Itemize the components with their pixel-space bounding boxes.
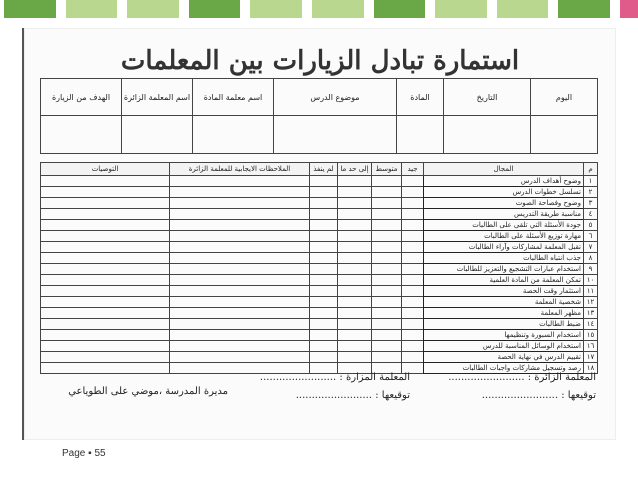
top-block — [127, 0, 179, 18]
rating-cell — [372, 242, 402, 253]
visiting-signature-line — [482, 390, 596, 401]
recommendation-cell — [41, 363, 170, 374]
table-row — [41, 319, 598, 330]
row-number: ١٨ — [584, 363, 598, 374]
rating-cell — [372, 308, 402, 319]
rating-cell — [338, 198, 372, 209]
rating-cell — [372, 198, 402, 209]
col-header-good: جيد — [402, 163, 424, 176]
table-row — [41, 231, 598, 242]
info-header: الهدف من الزيارة — [41, 79, 122, 116]
notes-cell — [170, 220, 310, 231]
top-block — [435, 0, 487, 18]
notes-cell — [170, 275, 310, 286]
row-number: ١٥ — [584, 330, 598, 341]
rating-cell — [402, 231, 424, 242]
info-cell — [397, 116, 444, 154]
row-number: ٥ — [584, 220, 598, 231]
recommendation-cell — [41, 352, 170, 363]
rating-cell — [310, 209, 338, 220]
info-header: اسم المعلمة الزائرة — [122, 79, 193, 116]
row-criterion: استخدام عبارات التشجيع والتعزيز للطالبات — [424, 264, 584, 275]
top-block — [189, 0, 241, 18]
signature-dots: ........................ — [295, 390, 373, 401]
rating-cell — [338, 220, 372, 231]
table-row — [41, 275, 598, 286]
info-cell — [41, 116, 122, 154]
rating-cell — [310, 176, 338, 187]
row-criterion: رصد وتسجيل مشاركات واجبات الطالبات — [424, 363, 584, 374]
rating-cell — [338, 330, 372, 341]
notes-cell — [170, 330, 310, 341]
table-row — [41, 297, 598, 308]
rating-cell — [310, 264, 338, 275]
rating-cell — [402, 176, 424, 187]
rating-cell — [338, 319, 372, 330]
notes-cell — [170, 242, 310, 253]
rating-cell — [338, 242, 372, 253]
table-row — [41, 341, 598, 352]
info-cell — [193, 116, 274, 154]
table-row — [41, 264, 598, 275]
top-block — [250, 0, 302, 18]
info-header: موضوع الدرس — [274, 79, 397, 116]
rating-cell — [372, 264, 402, 275]
rating-cell — [372, 253, 402, 264]
principal-name: مديرة المدرسة ،موضي على الطوياعي — [68, 386, 228, 397]
rating-cell — [402, 220, 424, 231]
top-block — [4, 0, 56, 18]
info-header: اسم معلمة المادة — [193, 79, 274, 116]
row-number: ١ — [584, 176, 598, 187]
table-row — [41, 220, 598, 231]
recommendation-cell — [41, 330, 170, 341]
row-criterion: جذب انتباه الطالبات — [424, 253, 584, 264]
rating-cell — [310, 275, 338, 286]
notes-cell — [170, 209, 310, 220]
notes-cell — [170, 308, 310, 319]
rating-cell — [338, 209, 372, 220]
col-header-medium: متوسط — [372, 163, 402, 176]
table-row — [41, 253, 598, 264]
rating-cell — [338, 275, 372, 286]
recommendation-cell — [41, 275, 170, 286]
notes-cell — [170, 341, 310, 352]
notes-cell — [170, 187, 310, 198]
rating-cell — [338, 253, 372, 264]
top-block — [558, 0, 610, 18]
col-header-somewhat: إلى حد ما — [338, 163, 372, 176]
rating-cell — [402, 253, 424, 264]
top-block — [497, 0, 549, 18]
visiting-teacher-line — [448, 372, 596, 383]
row-criterion: استثمار وقت الحصة — [424, 286, 584, 297]
notes-cell — [170, 319, 310, 330]
row-number: ٧ — [584, 242, 598, 253]
row-number: ٩ — [584, 264, 598, 275]
recommendation-cell — [41, 209, 170, 220]
row-criterion: جودة الأسئلة التي تلقى على الطالبات — [424, 220, 584, 231]
col-header-recommendations: التوصيات — [41, 163, 170, 176]
rating-cell — [338, 297, 372, 308]
rating-cell — [402, 209, 424, 220]
recommendation-cell — [41, 308, 170, 319]
row-number: ١٠ — [584, 275, 598, 286]
info-cell — [531, 116, 598, 154]
rating-cell — [402, 242, 424, 253]
rating-cell — [310, 330, 338, 341]
page-number: Page ▪ 55 — [62, 448, 106, 459]
signature-dots: ........................ — [481, 390, 559, 401]
row-criterion: تمكن المعلمة من المادة العلمية — [424, 275, 584, 286]
notes-cell — [170, 297, 310, 308]
row-criterion: استخدام السبورة وتنظيمها — [424, 330, 584, 341]
info-header: المادة — [397, 79, 444, 116]
visiting-label: المعلمة الزائرة : — [527, 372, 596, 383]
rating-cell — [372, 176, 402, 187]
rating-cell — [402, 275, 424, 286]
rating-cell — [372, 330, 402, 341]
info-header: التاريخ — [444, 79, 531, 116]
rating-cell — [372, 231, 402, 242]
table-row — [41, 209, 598, 220]
rating-cell — [338, 176, 372, 187]
row-criterion: شخصية المعلمة — [424, 297, 584, 308]
rating-cell — [372, 341, 402, 352]
recommendation-cell — [41, 187, 170, 198]
rating-cell — [338, 352, 372, 363]
row-criterion: وضوح أهداف الدرس — [424, 176, 584, 187]
row-number: ٦ — [584, 231, 598, 242]
visit-info-table — [40, 78, 598, 154]
rating-cell — [338, 308, 372, 319]
row-number: ١٤ — [584, 319, 598, 330]
recommendation-cell — [41, 176, 170, 187]
rating-cell — [372, 220, 402, 231]
rating-cell — [338, 187, 372, 198]
row-criterion: تسلسل خطوات الدرس — [424, 187, 584, 198]
recommendation-cell — [41, 286, 170, 297]
rating-cell — [310, 220, 338, 231]
rating-cell — [402, 264, 424, 275]
form-title: استمارة تبادل الزيارات بين المعلمات — [120, 46, 520, 76]
row-criterion: تقييم الدرس في نهاية الحصة — [424, 352, 584, 363]
table-row — [41, 352, 598, 363]
rating-cell — [338, 264, 372, 275]
rating-cell — [372, 319, 402, 330]
visiting-dots: ........................ — [448, 372, 525, 383]
recommendation-cell — [41, 297, 170, 308]
notes-cell — [170, 198, 310, 209]
row-number: ١٢ — [584, 297, 598, 308]
row-number: ١٦ — [584, 341, 598, 352]
visited-signature-line — [296, 390, 410, 401]
rating-cell — [372, 297, 402, 308]
visited-dots: ........................ — [259, 372, 337, 383]
rating-cell — [310, 297, 338, 308]
rating-cell — [402, 330, 424, 341]
info-header: اليوم — [531, 79, 598, 116]
notes-cell — [170, 253, 310, 264]
signature-label: توقيعها : — [375, 390, 410, 401]
notes-cell — [170, 264, 310, 275]
row-number: ١٧ — [584, 352, 598, 363]
rating-cell — [402, 297, 424, 308]
table-row — [41, 330, 598, 341]
rating-cell — [310, 198, 338, 209]
rating-cell — [372, 275, 402, 286]
rating-cell — [310, 242, 338, 253]
rating-cell — [402, 308, 424, 319]
table-row — [41, 176, 598, 187]
rating-cell — [310, 231, 338, 242]
recommendation-cell — [41, 220, 170, 231]
info-cell — [444, 116, 531, 154]
row-number: ٤ — [584, 209, 598, 220]
rating-cell — [372, 352, 402, 363]
col-header-not-done: لم ينفذ — [310, 163, 338, 176]
table-row — [41, 308, 598, 319]
info-cell — [274, 116, 397, 154]
decorative-top-bar — [0, 0, 638, 20]
rating-cell — [310, 308, 338, 319]
table-row — [41, 198, 598, 209]
rating-cell — [402, 319, 424, 330]
visited-teacher-line — [260, 372, 410, 383]
recommendation-cell — [41, 242, 170, 253]
row-number: ٣ — [584, 198, 598, 209]
row-criterion: تقبل المعلمة لمشاركات وآراء الطالبات — [424, 242, 584, 253]
notes-cell — [170, 352, 310, 363]
rating-cell — [310, 286, 338, 297]
recommendation-cell — [41, 198, 170, 209]
evaluation-table — [40, 162, 598, 374]
table-row — [41, 286, 598, 297]
rating-cell — [402, 198, 424, 209]
top-block-accent — [620, 0, 638, 18]
rating-cell — [338, 341, 372, 352]
visited-label: المعلمة المزارة : — [339, 372, 410, 383]
top-block — [66, 0, 118, 18]
rating-cell — [310, 341, 338, 352]
notes-cell — [170, 286, 310, 297]
recommendation-cell — [41, 231, 170, 242]
recommendation-cell — [41, 264, 170, 275]
row-criterion: استخدام الوسائل المناسبة للدرس — [424, 341, 584, 352]
table-row — [41, 242, 598, 253]
rating-cell — [338, 286, 372, 297]
row-number: ١١ — [584, 286, 598, 297]
notes-cell — [170, 231, 310, 242]
table-row — [41, 187, 598, 198]
signature-label: توقيعها : — [561, 390, 596, 401]
rating-cell — [402, 187, 424, 198]
notes-cell — [170, 176, 310, 187]
rating-cell — [310, 352, 338, 363]
row-number: ٢ — [584, 187, 598, 198]
rating-cell — [402, 341, 424, 352]
rating-cell — [310, 319, 338, 330]
rating-cell — [372, 286, 402, 297]
row-criterion: وضوح وفصاحة الصوت — [424, 198, 584, 209]
top-block — [312, 0, 364, 18]
recommendation-cell — [41, 319, 170, 330]
row-criterion: مناسبة طريقة التدريس — [424, 209, 584, 220]
info-cell — [122, 116, 193, 154]
row-number: ٨ — [584, 253, 598, 264]
rating-cell — [310, 187, 338, 198]
rating-cell — [402, 352, 424, 363]
rating-cell — [310, 253, 338, 264]
row-criterion: مهارة توزيع الأسئلة على الطالبات — [424, 231, 584, 242]
row-criterion: ضبط الطالبات — [424, 319, 584, 330]
rating-cell — [372, 209, 402, 220]
recommendation-cell — [41, 341, 170, 352]
top-block — [374, 0, 426, 18]
rating-cell — [338, 231, 372, 242]
rating-cell — [372, 187, 402, 198]
col-header-num: م — [584, 163, 598, 176]
col-header-notes: الملاحظات الايجابية للمعلمة الزائرة — [170, 163, 310, 176]
rating-cell — [402, 286, 424, 297]
col-header-field: المجال — [424, 163, 584, 176]
row-criterion: مظهر المعلمة — [424, 308, 584, 319]
row-number: ١٣ — [584, 308, 598, 319]
recommendation-cell — [41, 253, 170, 264]
